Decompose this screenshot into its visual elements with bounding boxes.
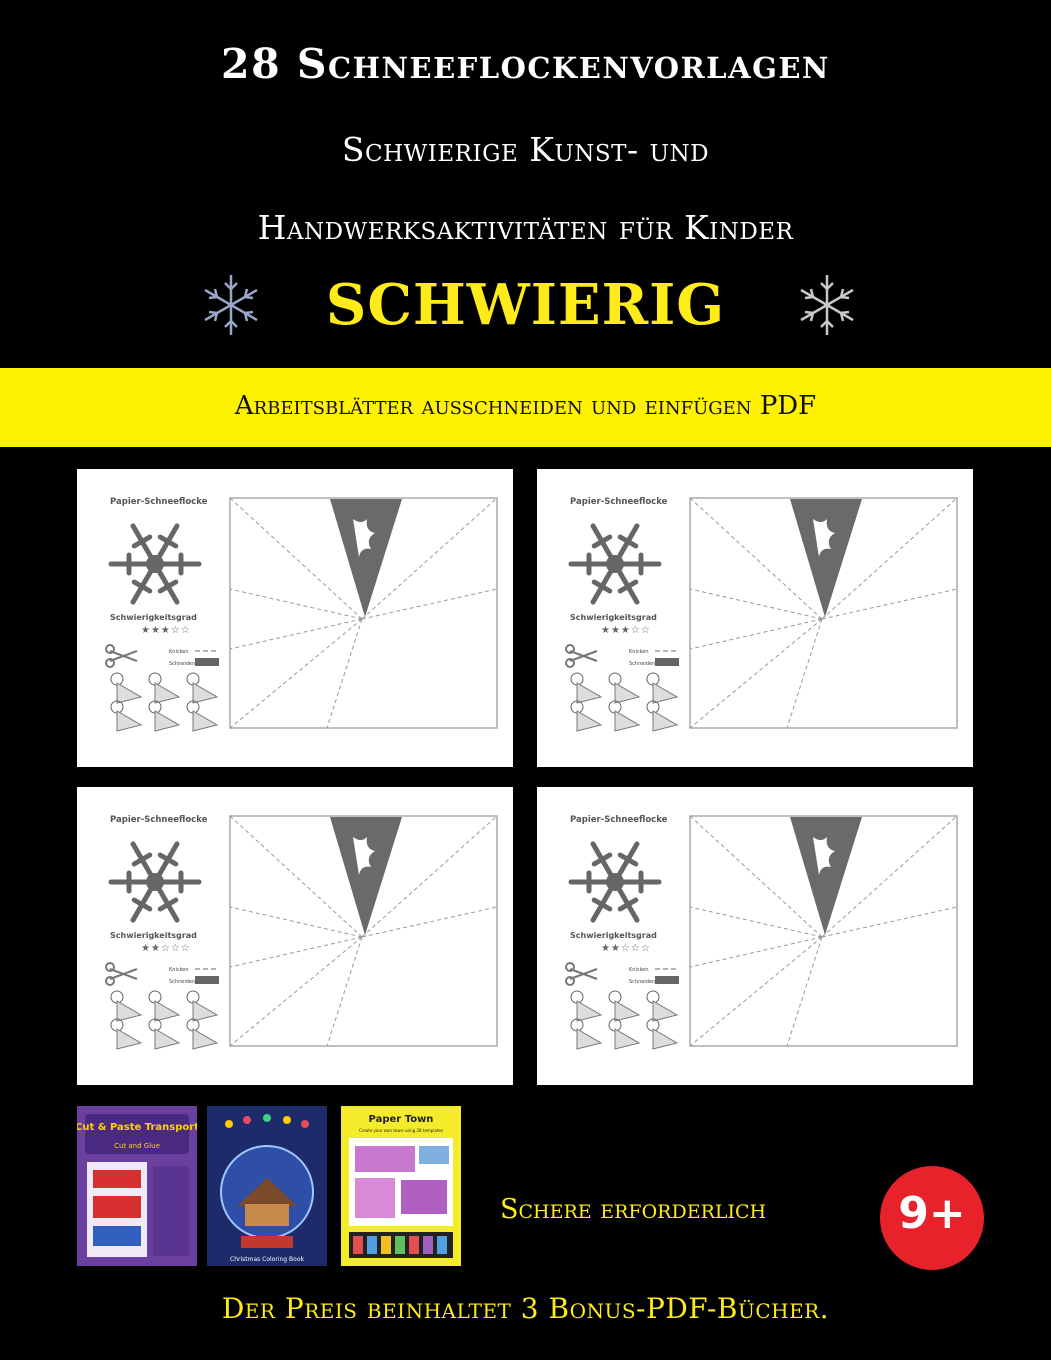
- fold-label: Knicken: [629, 649, 649, 655]
- difficulty-stars: ★★★☆☆: [601, 625, 651, 636]
- book-title: Christmas Coloring Book: [230, 1256, 304, 1263]
- difficulty-label: Schwierigkeitsgrad: [110, 931, 197, 940]
- worksheet-title: Papier-Schneeflocke: [570, 815, 668, 825]
- cut-label: Schneiden: [629, 979, 656, 985]
- book-cover-art: [341, 1106, 461, 1266]
- difficulty-stars: ★★☆☆☆: [601, 943, 651, 954]
- worksheet-title: Papier-Schneeflocke: [110, 815, 208, 825]
- bonus-book-cover: [341, 1106, 461, 1266]
- worksheet-preview: [537, 787, 973, 1085]
- bonus-book-cover: [77, 1106, 197, 1266]
- subtitle-line-1: Schwierige Kunst- und: [341, 130, 710, 169]
- fold-label: Knicken: [169, 967, 189, 973]
- difficulty-stars: ★★★☆☆: [141, 625, 191, 636]
- worksheet-preview: [77, 469, 513, 767]
- cut-label: Schneiden: [169, 979, 196, 985]
- book-cover-art: [77, 1106, 197, 1266]
- bonus-book-cover: [207, 1106, 327, 1266]
- bonus-note: Der Preis beinhaltet 3 Bonus-PDF-Bücher.: [221, 1292, 830, 1325]
- snowflake-icon: [792, 270, 862, 340]
- fold-label: Knicken: [629, 967, 649, 973]
- cut-label: Schneiden: [169, 661, 196, 667]
- book-title: Cut & Paste Transport: [77, 1122, 197, 1133]
- worksheet-title: Papier-Schneeflocke: [110, 497, 208, 507]
- banner-text: Arbeitsblätter ausschneiden und einfügen PDF: [234, 391, 817, 421]
- subtitle-line-2: Handwerksaktivitäten für Kinder: [257, 208, 794, 247]
- book-cover-art: [207, 1106, 327, 1266]
- cut-label: Schneiden: [629, 661, 656, 667]
- difficulty-label: Schwierigkeitsgrad: [110, 613, 197, 622]
- difficulty-label: Schwierigkeitsgrad: [570, 931, 657, 940]
- scissors-required-note: Schere erforderlich: [500, 1194, 767, 1225]
- worksheet-title: Papier-Schneeflocke: [570, 497, 668, 507]
- worksheet-preview: [77, 787, 513, 1085]
- difficulty-label: Schwierigkeitsgrad: [570, 613, 657, 622]
- fold-label: Knicken: [169, 649, 189, 655]
- age-badge-text: 9+: [898, 1188, 966, 1239]
- book-title: 28 Schneeflockenvorlagen: [221, 40, 830, 88]
- book-title: Paper Town: [368, 1114, 434, 1125]
- difficulty-stars: ★★☆☆☆: [141, 943, 191, 954]
- book-subtitle: Create your own town using 28 templates: [358, 1128, 444, 1133]
- difficulty-level: SCHWIERIG: [325, 272, 726, 338]
- worksheet-preview: [537, 469, 973, 767]
- book-subtitle: Cut and Glue: [114, 1142, 160, 1150]
